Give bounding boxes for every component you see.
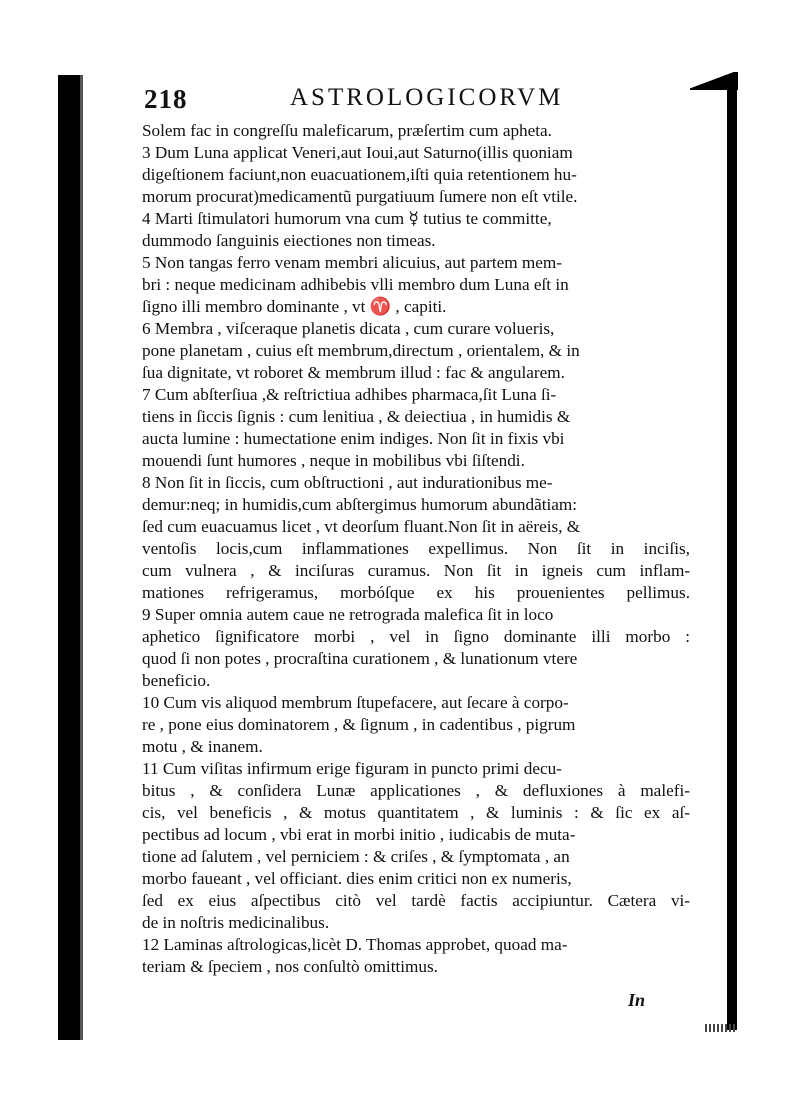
text-line: aucta lumine : humectatione enim indiges. Non ſit in fixis vbi: [142, 429, 565, 448]
text-line: mouendi ſunt humores , neque in mobilibus vbi ſiſtendi.: [142, 451, 525, 470]
text-line: ſua dignitate, vt roboret & membrum illud : fac & angularem.: [142, 363, 565, 382]
text-line: morum procurat)medicamentũ purgatiuum ſumere non eſt vtile.: [142, 187, 578, 206]
text-line: tione ad ſalutem , vel perniciem : & criſes , & ſymptomata , an: [142, 847, 570, 866]
page-edge-right: [727, 85, 737, 1030]
text-line: teriam & ſpeciem , nos conſultò omittimus.: [142, 957, 438, 976]
text-line: beneficio.: [142, 671, 211, 690]
text-line: motu , & inanem.: [142, 737, 263, 756]
text-line: aphetico ſignificatore morbi , vel in ſigno dominante illi morbo :: [142, 627, 691, 646]
text-line: 5 Non tangas ferro venam membri alicuius, aut partem mem-: [142, 253, 563, 272]
running-head: [142, 84, 690, 120]
text-line: re , pone eius dominatorem , & ſignum , in cadentibus , pigrum: [142, 715, 576, 734]
page-edge-left-shadow: [80, 75, 83, 1040]
text-line: 3 Dum Luna applicat Veneri,aut Ioui,aut Saturno(illis quoniam: [142, 143, 573, 162]
text-line: cis, vel beneficis , & motus quantitatem , & luminis : & ſic ex aſ-: [142, 803, 690, 822]
page-edge-right-foot: [705, 1024, 735, 1032]
text-line: Solem fac in congreſſu maleficarum, præſertim cum apheta.: [142, 121, 552, 140]
text-line: 6 Membra , viſceraque planetis dicata , cum curare volueris,: [142, 319, 555, 338]
text-line: demur:neq; in humidis,cum abſtergimus humorum abundãtiam:: [142, 495, 578, 514]
text-line: digeſtionem faciunt,non euacuationem,iſti quia retentionem hu-: [142, 165, 577, 184]
text-line: morbo faueant , vel officiant. dies enim critici non ex numeris,: [142, 869, 572, 888]
text-line: bri : neque medicinam adhibebis vlli membro dum Luna eſt in: [142, 275, 569, 294]
book-page: [142, 84, 690, 978]
text-line: 12 Laminas aſtrologicas,licèt D. Thomas approbet, quoad ma-: [142, 935, 568, 954]
text-line: 9 Super omnia autem caue ne retrograda malefica ſit in loco: [142, 605, 554, 624]
body-text: [142, 120, 690, 978]
text-line: 7 Cum abſterſiua ,& reſtrictiua adhibes pharmaca,ſit Luna ſi-: [142, 385, 557, 404]
text-line: ventoſis locis,cum inflammationes expellimus. Non ſit in inciſis,: [142, 539, 690, 558]
text-line: ſigno illi membro dominante , vt ♈ , capiti.: [142, 297, 447, 316]
text-line: 10 Cum vis aliquod membrum ſtupefacere, aut ſecare à corpo-: [142, 693, 569, 712]
text-line: de in noſtris medicinalibus.: [142, 913, 330, 932]
text-line: pectibus ad locum , vbi erat in morbi initio , iudicabis de muta-: [142, 825, 576, 844]
text-line: quod ſi non potes , procraſtina curationem , & lunationum vtere: [142, 649, 578, 668]
text-line: 8 Non ſit in ſiccis, cum obſtructioni , aut indurationibus me-: [142, 473, 553, 492]
text-line: ſed cum euacuamus licet , vt deorſum fluant.Non ſit in aëreis, &: [142, 517, 581, 536]
text-line: bitus , & conſidera Lunæ applicationes , & defluxiones à malefi-: [142, 781, 690, 800]
text-line: cum vulnera , & inciſuras curamus. Non ſit in igneis cum inflam-: [142, 561, 691, 580]
text-line: dummodo ſanguinis eiectiones non timeas.: [142, 231, 436, 250]
text-line: 11 Cum viſitas infirmum erige figuram in puncto primi decu-: [142, 759, 562, 778]
page-number: 218: [144, 84, 188, 114]
text-line: ſed ex eius aſpectibus citò vel tardè factis accipiuntur. Cætera vi-: [142, 891, 691, 910]
page-edge-left: [58, 75, 80, 1040]
text-line: pone planetam , cuius eſt membrum,directum , orientalem, & in: [142, 341, 580, 360]
running-title: ASTROLOGICORVM: [290, 84, 564, 111]
text-line: 4 Marti ſtimulatori humorum vna cum ☿ tutius te committe,: [142, 209, 552, 228]
text-line: mationes refrigeramus, morbóſque ex his prouenientes pellimus.: [142, 583, 691, 602]
text-line: tiens in ſiccis ſignis : cum lenitiua , & deiectiua , in humidis &: [142, 407, 571, 426]
catchword: In: [628, 990, 646, 1010]
